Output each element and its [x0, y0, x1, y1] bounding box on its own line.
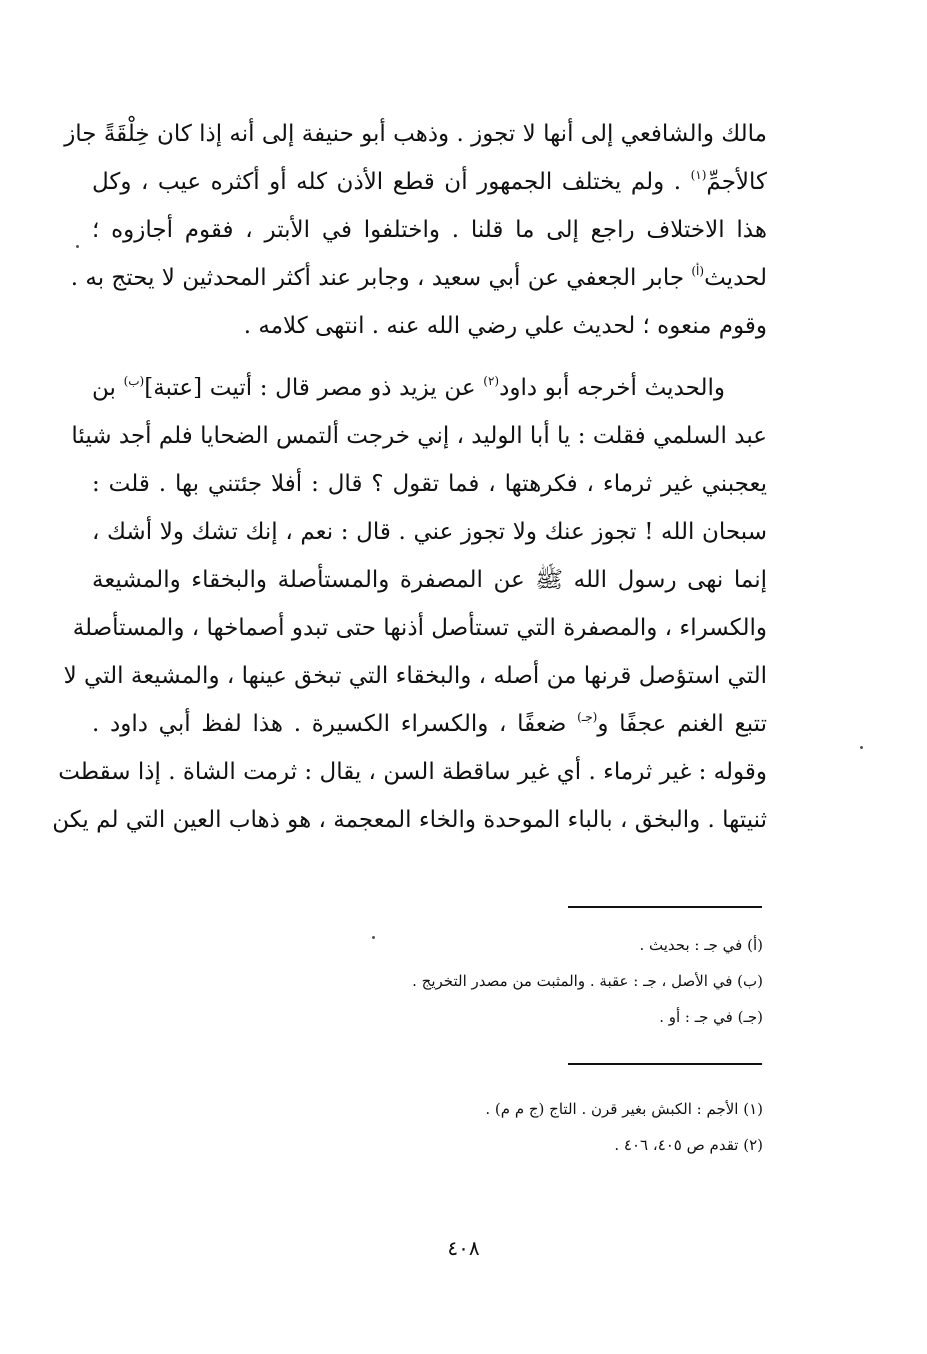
- text-line: لحديث$^{(أ)}$ جابر الجعفي عن أبي سعيد ، وجابر عند أكثر المحدثين لا يحتج به .: [70, 264, 767, 291]
- number-footnote: (١) الأجم : الكبش بغير قرن . التاج (ج م م) .: [485, 1100, 763, 1118]
- scan-speck: [76, 245, 79, 248]
- number-footnote: (٢) تقدم ص ٤٠٥، ٤٠٦ .: [614, 1136, 763, 1154]
- text-line: التي استؤصل قرنها من أصله ، والبخقاء التي تبخق عينها ، والمشيعة التي لا: [63, 663, 767, 689]
- text-line: تتبع الغنم عجفًا و$^{(جـ)}$ ضعفًا ، والكسراء الكسيرة . هذا لفظ أبي داود .: [92, 710, 767, 737]
- text-line: إنما نهى رسول الله ﷺ عن المصفرة والمستأصلة والبخقاء والمشيعة: [92, 567, 767, 593]
- footnote-ref: (٢): [483, 374, 500, 388]
- text-line: وقوله : غير ثرماء . أي غير ساقطة السن ، يقال : ثرمت الشاة . إذا سقطت: [58, 759, 767, 785]
- letter-footnote: (ب) في الأصل ، جـ : عقبة . والمثبت من مصدر التخريج .: [412, 972, 763, 990]
- footnote-separator: [568, 906, 762, 908]
- footnote-separator: [568, 1063, 762, 1065]
- text-line: سبحان الله ! تجوز عنك ولا تجوز عني . قال : نعم ، إنك تشك ولا أشك ،: [92, 519, 767, 545]
- scan-speck: [372, 936, 375, 939]
- footnote-ref: (جـ): [577, 710, 598, 724]
- letter-footnote: (أ) في جـ : بحديث .: [639, 936, 763, 954]
- text-line: عبد السلمي فقلت : يا أبا الوليد ، إني خرجت ألتمس الضحايا فلم أجد شيئا: [71, 423, 767, 449]
- text-line: مالك والشافعي إلى أنها لا تجوز . وذهب أبو حنيفة إلى أنه إذا كان خِلْقَةً جاز: [64, 121, 767, 147]
- letter-footnote: (جـ) في جـ : أو .: [659, 1008, 763, 1026]
- main-text: [52, 110, 767, 870]
- text-line: كالأجمِّ$^{(١)}$ . ولم يختلف الجمهور أن قطع الأذن كله أو أكثره عيب ، وكل: [92, 168, 767, 195]
- text-line: وقوم منعوه ؛ لحديث علي رضي الله عنه . انتهى كلامه .: [243, 313, 767, 339]
- text-line: ثنيتها . والبخق ، بالباء الموحدة والخاء المعجمة ، هو ذهاب العين التي لم يكن: [52, 807, 767, 833]
- page-number: ٤٠٨: [447, 1236, 480, 1260]
- text-line: والكسراء ، والمصفرة التي تستأصل أذنها حتى تبدو أصماخها ، والمستأصلة: [72, 615, 767, 641]
- text-line: والحديث أخرجه أبو داود$^{(٢)}$ عن يزيد ذو مصر قال : أتيت [عتبة]$^{(ب)}$ بن: [92, 374, 725, 401]
- footnote-ref: (ب): [123, 374, 145, 388]
- text-line: يعجبني غير ثرماء ، فكرهتها ، فما تقول ؟ قال : أفلا جئتني بها . قلت :: [92, 471, 767, 497]
- footnote-ref: (١): [690, 168, 707, 182]
- text-line: هذا الاختلاف راجع إلى ما قلنا . واختلفوا في الأبتر ، فقوم أجازوه ؛: [92, 217, 767, 243]
- footnote-ref: (أ): [691, 264, 705, 278]
- scan-speck: [860, 746, 863, 749]
